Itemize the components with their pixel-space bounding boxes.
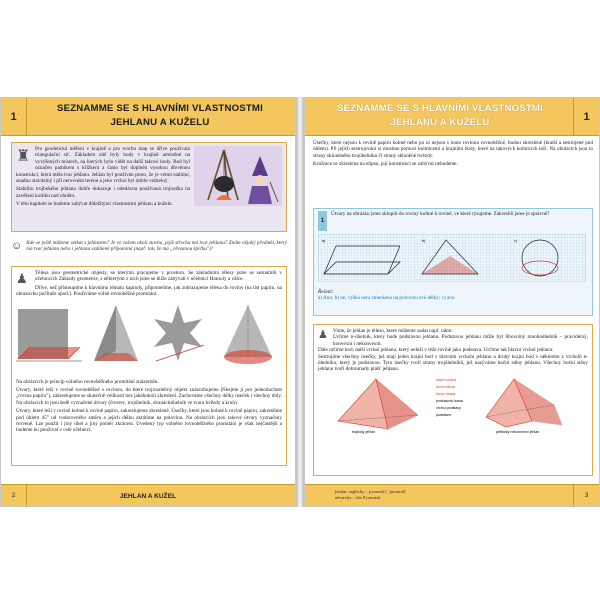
- pyramid-paragraph-4: Sestrojíme všechny úsečky, jež mají jeden krajní bod v hlavním vrcholu jehlanu a druhý krajní bod v některém z vrcholů n-úhelníku, který je podstavou. Tyto úsečky tvoří strany trojúhelníků, jež nazýváme boční stěny jehlanu. Všechny boční stěny jehlanu tvoří dohromady plášť jehlanu.: [318, 353, 588, 373]
- tripod-cauldron-illustration: [194, 146, 282, 206]
- chapter-title: [31, 102, 289, 130]
- answer-label: Řešení:: [318, 289, 334, 295]
- body-paragraph-3: Na obrázcích je princip volného rovnoběžného promítání znázorněn.: [16, 378, 159, 385]
- pyramid-definition-box: [313, 324, 593, 476]
- pyramid-labels: [436, 378, 463, 417]
- triangulation-icon: ♜: [16, 148, 31, 165]
- reader-figure-icon: ♟: [16, 271, 28, 286]
- pentagonal-pyramid: [486, 379, 562, 434]
- exercise-text: Útvary na obrázku jsme sklopili do roviny kolmé k rovině, ve které rýsujeme. Zakreslili jsme je správně?: [331, 211, 550, 217]
- reader-figure-icon: ♟: [318, 329, 328, 341]
- fig-a-label: a): [322, 239, 326, 243]
- pyramid-paragraph-1: Vime, že jehlan je těleso, které můžeme zadat např. takto:: [333, 328, 453, 334]
- body-paragraph-5: Útvary, které leží v rovině kolmé k rovině papíru, zakreslujeme zkresleně. Úsečky, které jsou kolmé k rovině papíru, zakreslíme pod úhlem 45° od vodorovného směru a jejich délku zkrátíme na polovinu. Na obrázcích jsou takové útvary vyznačeny červeně. Lze použít i jiný úhel a jiný poměr zkrácení. Uvedený typ volného rovnoběžného promítání je však nejčastější a budeme ho používat v celé učebnici.: [16, 408, 282, 434]
- chapter-title-line1: SEZNAMME SE S HLAVNÍMI VLASTNOSTMI: [337, 103, 543, 114]
- intro-paragraph-3: V této kapitole se budeme zabývat důležitými vlastnostmi jehlanu a kuželu.: [16, 201, 173, 208]
- cone-figure: [224, 305, 272, 364]
- chapter-number: 1: [1, 98, 27, 136]
- body-paragraph-1: Tělesa jsou geometrické objekty, se kterými pracujeme v prostoru. Se základními tělesy jsme se seznámili v učebnicích Základy geometrie, s některými z nich jsme se blíže zabývali v učebnici Hranoly a válce.: [35, 270, 282, 283]
- label-base-edge: podstavná hrana: [436, 398, 463, 403]
- star-figure: [154, 305, 204, 361]
- intro-paragraph-2: Stabilitu trojbokého jehlanu dobře dokazuje i odedávna používaná trojnožka na zavěšení kotlíku nad ohněm.: [16, 186, 190, 199]
- label-apex: hlavní vrchol: [436, 377, 457, 382]
- chapter-title-line1: SEZNAMME SE S HLAVNÍMI VLASTNOSTMI: [57, 103, 263, 114]
- body-paragraph-2: Dříve, než přistoupíme k hlavnímu tématu kapitoly, připomeňme, jak zobrazujeme tělesa do roviny (na list papíru, na obrazovku počítače apod.). Používáme volné rovnoběžné promítání.: [16, 284, 282, 298]
- pyramid-paragraph-3: Dále určíme bod, další vrchol jehlanu, který neleží v téže rovině jako podstava. Určíme tak hlavní vrchol jehlanu.: [318, 347, 554, 354]
- vocabulary-note: [335, 489, 406, 501]
- right-caption: pětiboký nekonvexní jehlan: [496, 429, 540, 434]
- vocab-english: jehlan: anglicky – pyramid [ ˈpɪrəmɪd]: [335, 489, 406, 494]
- book-spread: [0, 97, 600, 507]
- page-footer: [1, 484, 295, 506]
- fig-b-label: b): [422, 239, 426, 243]
- label-lateral-edge: boční hrana: [436, 391, 455, 396]
- chapter-title-line2: JEHLANU A KUŽELU: [390, 117, 490, 128]
- chapter-header: [1, 98, 295, 136]
- body-paragraph-4: Útvary, které leží v rovině rovnoběžné s rovinou, do které trojrozměrný objekt znázorňujeme (říkejme jí pro jednoduchost „rovina papíru"), zakreslujeme se skutečně velikosti bez jakéhokoli zkreslení. Zachováme všechny délky úseček i všechny úhly. Na obrázcích to jsou šedě vyznačené útvary (čtverec, trojúhelník, dvanáctiúhelník ve tvaru hvězdy a kruh).: [16, 387, 282, 406]
- chapter-number: 1: [573, 98, 599, 136]
- fig-c-label: c): [514, 239, 517, 243]
- left-page: [0, 97, 296, 507]
- thinking-figure-icon: ☺: [11, 240, 23, 252]
- chapter-title: [311, 102, 569, 130]
- label-base-vertex: vrchol podstavy: [436, 405, 461, 410]
- answer-text: a) Ano; b) ne, výška není zmenšena na polovinu své délky; c) ano.: [318, 295, 456, 302]
- right-intro-text: [313, 140, 593, 168]
- triangular-pyramid: [338, 379, 418, 434]
- projection-shapes-illustration: [16, 301, 282, 371]
- page-number: 2: [1, 485, 27, 507]
- label-lateral-face: boční stěna: [436, 384, 455, 389]
- pyramid-diagram: [318, 375, 588, 435]
- triangle-figure: [94, 305, 138, 361]
- pyramid-paragraph-2: Určíme n-úhelník, který bude podstavou jehlanu. Podstavou jehlanu může být libovolný mnohoúhelník – pravidelný, konvexní i nekonvexní.: [333, 334, 588, 347]
- label-base: podstava: [436, 412, 451, 417]
- right-paragraph-2: Kružnice se zkreslena na elipsu, její konstrukci se zabývat nebudeme.: [313, 161, 458, 168]
- chapter-header: [305, 98, 599, 136]
- vocab-german: německy – die Pyramide: [335, 495, 381, 500]
- intro-box: [11, 142, 287, 232]
- exercise-box: [313, 208, 593, 316]
- right-page: [304, 97, 600, 507]
- exercise-grid-figures: [318, 234, 586, 282]
- question-text: Kde se ještě můžeme setkat s jehlanem? Je ve vašem okolí stavba, jejíž střecha má tvar jehlanu? Znáte nějaký předmět, který má tvar jehlanu nebo i jehlanu vzdáleně připomíná (např. tak, že má „ořezanou špičku")?: [26, 240, 287, 253]
- chapter-title-line2: JEHLANU A KUŽELU: [110, 117, 210, 128]
- intro-paragraph-1: Pro geodetická měření v krajině a pro tvorbu map se dříve používala triangulační síť. Základem sítě byly body v krajině umístěné na vyvýšených místech, na kterých bylo vidět na další takové body. Bod byl označen patníkem s křížkem a často byl doplněn vysokou dřevěnou konstrukcí, která měla tvar jehlanu. Jehlan byl používán proto, že je velmi stabilní, snadno stavitelný i při nerovném terénu a jeho vrchol byl dobře viditelný.: [16, 146, 190, 185]
- projection-box: [11, 266, 287, 466]
- right-paragraph-1: Úsečky, které nejsou k rovině papíru kolmé nebo po ní nejsou s touto rovinou rovnoběžné, budou zkreslené (kratší a sestrojené pod úhlem). Při jejich sestrojování si musíme pomoci kolmicemi a krajními body, které na takových kolmicích leží. Na obrázcích jsou to strany skloněného trojúhelníku či strany skloněné hvězdy.: [313, 140, 593, 159]
- question-block: [11, 240, 287, 253]
- square-figure: [16, 309, 82, 361]
- footer-title: JEHLAN A KUŽEL: [119, 492, 177, 500]
- exercise-number: 1: [318, 211, 327, 231]
- page-footer: [305, 484, 599, 506]
- page-number: 3: [573, 485, 599, 507]
- left-caption: trojboký jehlan: [352, 429, 376, 434]
